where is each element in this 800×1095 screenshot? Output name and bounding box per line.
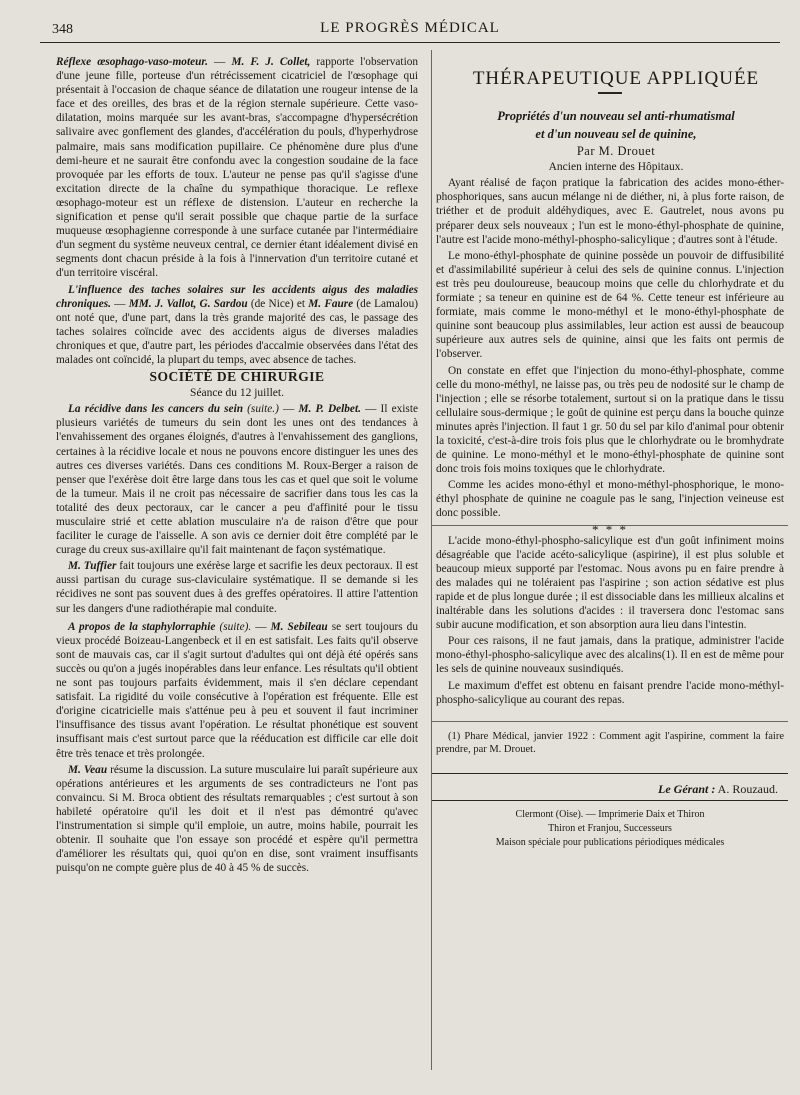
manager-line xyxy=(436,782,784,796)
printer-line-3: Maison spéciale pour publications périodiques médicales xyxy=(495,836,725,848)
section-title: SOCIÉTÉ DE CHIRURGIE xyxy=(149,369,325,385)
paragraph-oesophago-reflex xyxy=(56,55,418,281)
item-text: (de Lamalou) ont noté que, d'une part, dans la très grande majorité des cas, le passage des taches solaires coïncide avec des accidents aigus de diverses maladies chroniques et que, d'autre part, les périodes d'accalmie observées dans l'état des malades ont coïncidé, la plupart du temps, avec absence de taches. xyxy=(56,297,418,366)
paragraph-injection: On constate en effet que l'injection du mono-éthyl-phosphate, comme celle du mono-méthyl, ne laisse pas, ou très peu de nodosité sur le champ de l'injection ; elle se résorbe totalement, surtout si on la pratique dans le tissu cellulaire sous-dermique ; le goût de quinine est perçu dans la bouche quinze minutes après l'injection. Il faut 1 gr. 50 du sel par kilo d'animal pour obtenir la toxicité, c'est-à-dire trois fois plus que le chlorhydrate ou le bromhydrate de quinine. Le mono-méthyl et le mono-éthyl-phosphate de quinine sont donc trois fois moins toxiques que le chlorhydrate. xyxy=(436,364,784,476)
column-divider xyxy=(431,50,432,1070)
item-title: A propos de la staphylorraphie xyxy=(68,620,216,633)
item-authors: MM. J. Vallot, G. Sardou xyxy=(128,297,248,310)
printer-line-1: Clermont (Oise). — Imprimerie Daix et Thiron xyxy=(515,808,705,820)
asterism: * * * xyxy=(592,521,628,537)
rubric-title: THÉRAPEUTIQUE APPLIQUÉE xyxy=(472,68,760,89)
paragraph-solar-spots xyxy=(56,283,418,368)
rubric-rule xyxy=(598,92,622,94)
article-title-line-1: Propriétés d'un nouveau sel anti-rhumatismal xyxy=(497,109,735,124)
paragraph-meals: Le maximum d'effet est obtenu en faisant prendre l'acide mono-méthyl-phospho-salicylique au courant des repas. xyxy=(436,679,784,706)
dash: — xyxy=(251,620,271,633)
paragraph-veau xyxy=(56,763,418,876)
item-author: M. Tuffier xyxy=(68,560,117,573)
item-title: La récidive dans les cancers du sein xyxy=(68,403,243,416)
item-text: rapporte l'observation d'une jeune fille, porteuse d'un rétrécissement cicatriciel de l'œsophage qui présentait à l'occasion de chaque séance de dilatation une rougeur intense de la face et des oreilles, des bras et de la région sternale supérieure. Cette vaso-dilatation, moins marquée sur les avant-bras, s'accompagne d'hypersécrétion salivaire avec gonflement des glandes, d'accélération du pouls, d'hyperhydrose palmaire, mais sans modification pupillaire. Ce phénomène dure plus d'une demi-heure et ne saurait être confondu avec la congestion soudaine de la face provoquée par les efforts de toux. L'auteur ne pense pas qu'il s'agisse d'une excitation directe de la chaîne du sympathique thoracique. Le reflexe œsophago-moteur est un réflexe de distension. L'auteur en recherche la signification et pense qu'il serait possible que chaque partie de la surface muqueuse œsophagienne corresponde à une surface cutanée par l'intermédiaire d'un segment du système neuveux central, ce dernier étant idéalement divisé en segments dont chacun préside à la fois à l'innervation d'un territoire cutané et d'un territoire viscéral. xyxy=(56,56,419,280)
author-title: Ancien interne des Hôpitaux. xyxy=(548,161,684,174)
printer-line-2: Thiron et Franjou, Successeurs xyxy=(548,822,672,834)
item-title: L'influence des taches solaires sur les accidents aigus des maladies chroniques. xyxy=(56,283,418,310)
page-number: 348 xyxy=(52,22,73,37)
journal-title: LE PROGRÈS MÉDICAL xyxy=(320,20,500,36)
header-rule xyxy=(40,42,780,43)
item-suite: (suite.) xyxy=(243,403,279,416)
dash: — xyxy=(110,297,129,310)
right-column xyxy=(436,68,784,851)
paragraph-quinine-diffusibility: Le mono-éthyl-phosphate de quinine possède un pouvoir de diffusibilité et d'assimilabilité supérieur à celui des sels de quinine connus. L'injection est très peu douloureuse, beaucoup moins que celle du chlorhydrate et du formiate ; sa teneur en quinine est de 64 %. Cette teneur est inférieure au formiate, mais comme le mono-méthyl et le mono-éthyl-phosphate de quinine sont beaucoup plus assimilables, leur action est aussi de beaucoup supérieure aux autres sels de quinine, ainsi que les faits ont permis de l'observer. xyxy=(436,249,784,361)
dash: — xyxy=(278,403,299,416)
article-title-line-2: et d'un nouveau sel de quinine, xyxy=(535,127,697,142)
item-author-2: M. Faure xyxy=(308,297,354,310)
item-author: M. F. J. Collet, xyxy=(231,56,311,68)
running-head xyxy=(44,18,776,40)
item-text: fait toujours une exérèse large et sacrifie les deux pectoraux. Il est aussi partisan du curage sus-claviculaire systématique. Il se demande si les récidives ne sont pas souvent dues à des greffes opératoires. Il attire l'attention sur les dangers d'une radiothérapie mal conduite. xyxy=(56,560,419,615)
paragraph-breast-cancer xyxy=(56,402,418,557)
manager-rule xyxy=(432,773,788,774)
item-mid: (de Nice) et xyxy=(247,297,309,310)
left-column xyxy=(56,55,418,877)
paragraph-tuffier xyxy=(56,559,418,615)
byline: Par M. Drouet xyxy=(576,144,656,159)
paragraph-coagulation: Comme les acides mono-éthyl et mono-méthyl-phosphorique, le mono-éthyl phosphate de quinine ne coagule pas le sang, l'injection veineuse est donc possible. xyxy=(436,479,784,520)
dash: — xyxy=(207,56,232,68)
item-title: Réflexe œsophago-vaso-moteur. xyxy=(56,56,208,68)
paragraph-staphylorraphy xyxy=(56,620,418,761)
footnote-divider xyxy=(432,721,788,722)
paragraph-salicylic: L'acide mono-éthyl-phospho-salicylique est d'un goût infiniment moins désagréable que l'acide acéto-salicylique (aspirine), il est plus soluble et beaucoup mieux supporté par l'estomac. Nous avons pu en faire prendre à des malades qui ne toléraient pas l'aspirine ; son action sédative est plus rapide et de plus longue durée ; il est dissociable dans les millieux alcalins et inaltérable dans les solutions d'acides : il traversera donc l'estomac sans subir aucune modification, et son absorption aura lieu dans l'intestin. xyxy=(436,534,784,632)
item-text: résume la discussion. La suture musculaire lui paraît supérieure aux opérations antérieures et les arguments de ses contradicteurs ne l'ont pas convaincu. Si M. Broca obtient des résultats remarquables ; c'est surtout à son habileté opératoire qu'il les doit et il n'est pas démontré qu'avec l'instrumentation si simple qu'il emploie, un autre, moins habile, pourrait les obtenir. Il souhaite que l'on essaye son procédé et espère qu'il permettra d'améliorer les résultats qui, quoi qu'on en dise, sont vraiment insuffisants puisqu'on ne compte guère plus de 40 à 45 % de succès. xyxy=(56,763,419,875)
paragraph-alkaline: Pour ces raisons, il ne faut jamais, dans la pratique, administrer l'acide mono-éthyl-phospho-salicylique avec des alcalins(1). Il en est de même pour les sels de quinine nouveaux susindiqués. xyxy=(436,635,784,676)
item-text: — Il existe plusieurs variétés de tumeurs du sein dont les unes ont des tendances à l'envahissement des organes éloignés, d'autres à l'envahissement des ganglions, certaines à la récidive locale et nous ne pouvons encore distinguer les unes des autres ces diverses variétés. Dans ces conditions M. Roux-Berger a raison de penser que l'exérèse doit être large dans tous les cas et quel que soit le volume de la tumeur. Mais il ne croit pas nécessaire de sacrifier dans tous les cas la totalité des deux pectoraux, car le cancer a peu d'affinité pour le tissu musculaire strié et cette ablation musculaire n'a de raison d'être que pour faciliter le curage de l'aisselle. A son avis ce dernier doit être complété par le curage du creux sus-axillaire qu'il fait maintenant de façon systématique. xyxy=(56,403,418,557)
item-author: M. P. Delbet. xyxy=(298,403,361,416)
manager-name: A. Rouzaud. xyxy=(717,781,778,796)
item-author: M. Veau xyxy=(68,763,108,776)
printer-rule xyxy=(432,800,788,801)
item-text: se sert toujours du vieux procédé Boizeau-Langenbeck et il en est satisfait. Les faits qu'il observe sont de mauvais cas, car il s'agit surtout d'adultes qui ont déjà été opérés sans succès ou qu'on a jugés inopérables dans leur enfance. Les résultats qu'il obtient ne sont pas toujours parfaits évidemment, mais il s'en déclare cependant satisfait. La rigidité du voile consécutive à l'opération est fréquente. Elle est d'origine cicatricielle mais s'atténue peu à peu et souvent il faut incriminer l'insuffisance des tissus avant l'opération. Le résultat phonétique est souvent insuffisant mais c'est surtout parce que la rééducation est difficile car elle doit être très tenace et très prolongée. xyxy=(56,620,418,760)
manager-label: Le Gérant : xyxy=(658,781,716,796)
paragraph-intro: Ayant réalisé de façon pratique la fabrication des acides mono-éther-phosphoriques, sans aucun mélange ni de diéther, ni, à plus forte raison, de triéther et de produit aldéhydiques, avec E. Gautrelet, nous avons pu préparer deux sels nouveaux ; l'un est le mono-éthyl-phosphate de quinine, l'autre est l'acide mono-méthyl-phospho-salicylique ; d'autres sont à l'étude. xyxy=(436,177,784,246)
section-date: Séance du 12 juillet. xyxy=(190,387,284,400)
item-suite: (suite). xyxy=(215,620,252,633)
item-author: M. Sebileau xyxy=(270,620,328,633)
footnote: (1) Phare Médical, janvier 1922 : Comment agit l'aspirine, comment la faire prendre, par M. Drouet. xyxy=(436,730,784,756)
